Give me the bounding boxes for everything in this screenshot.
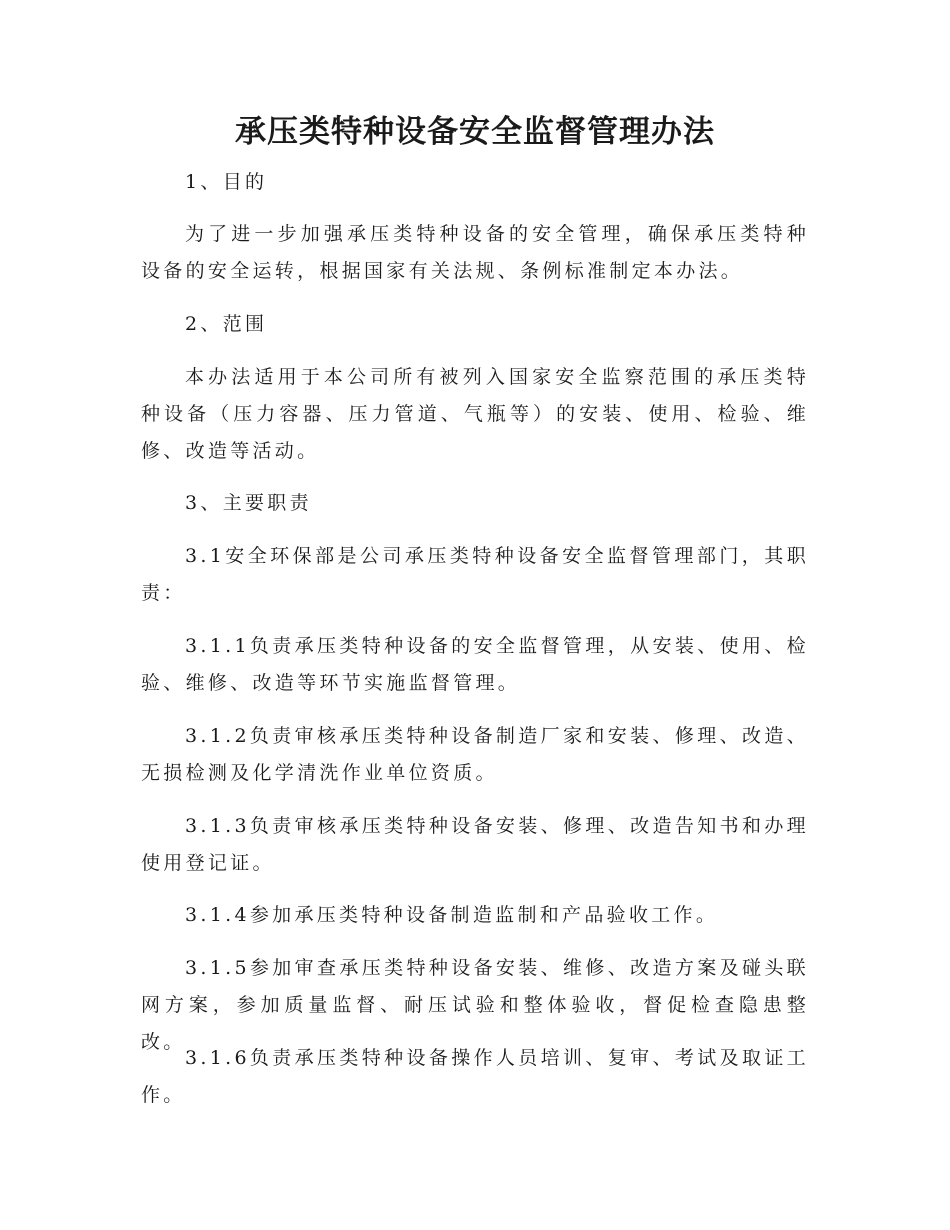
paragraph-3-1-1: 3.1.1负责承压类特种设备的安全监督管理，从安装、使用、检验、维修、改造等环节实施监督管理。 bbox=[141, 635, 809, 694]
section-heading-responsibilities: 3、主要职责 bbox=[185, 492, 312, 514]
paragraph-scope: 本办法适用于本公司所有被列入国家安全监察范围的承压类特种设备（压力容器、压力管道、气瓶等）的安装、使用、检验、维修、改造等活动。 bbox=[141, 366, 809, 462]
paragraph-purpose: 为了进一步加强承压类特种设备的安全管理，确保承压类特种设备的安全运转，根据国家有关法规、条例标准制定本办法。 bbox=[141, 223, 809, 282]
paragraph-3-1-5: 3.1.5参加审查承压类特种设备安装、维修、改造方案及碰头联网方案，参加质量监督、耐压试验和整体验收，督促检查隐患整改。 bbox=[141, 957, 809, 1053]
section-heading-purpose: 1、目的 bbox=[185, 171, 268, 193]
paragraph-3-1: 3.1安全环保部是公司承压类特种设备安全监督管理部门，其职责： bbox=[141, 545, 809, 604]
paragraph-3-1-4: 3.1.4参加承压类特种设备制造监制和产品验收工作。 bbox=[185, 904, 719, 926]
paragraph-3-1-3: 3.1.3负责审核承压类特种设备安装、修理、改造告知书和办理使用登记证。 bbox=[141, 815, 809, 874]
paragraph-3-1-6: 3.1.6负责承压类特种设备操作人员培训、复审、考试及取证工作。 bbox=[141, 1047, 809, 1106]
section-heading-scope: 2、范围 bbox=[185, 313, 268, 335]
document-title: 承压类特种设备安全监督管理办法 bbox=[235, 114, 715, 150]
paragraph-3-1-2: 3.1.2负责审核承压类特种设备制造厂家和安装、修理、改造、无损检测及化学清洗作业单位资质。 bbox=[141, 725, 809, 784]
